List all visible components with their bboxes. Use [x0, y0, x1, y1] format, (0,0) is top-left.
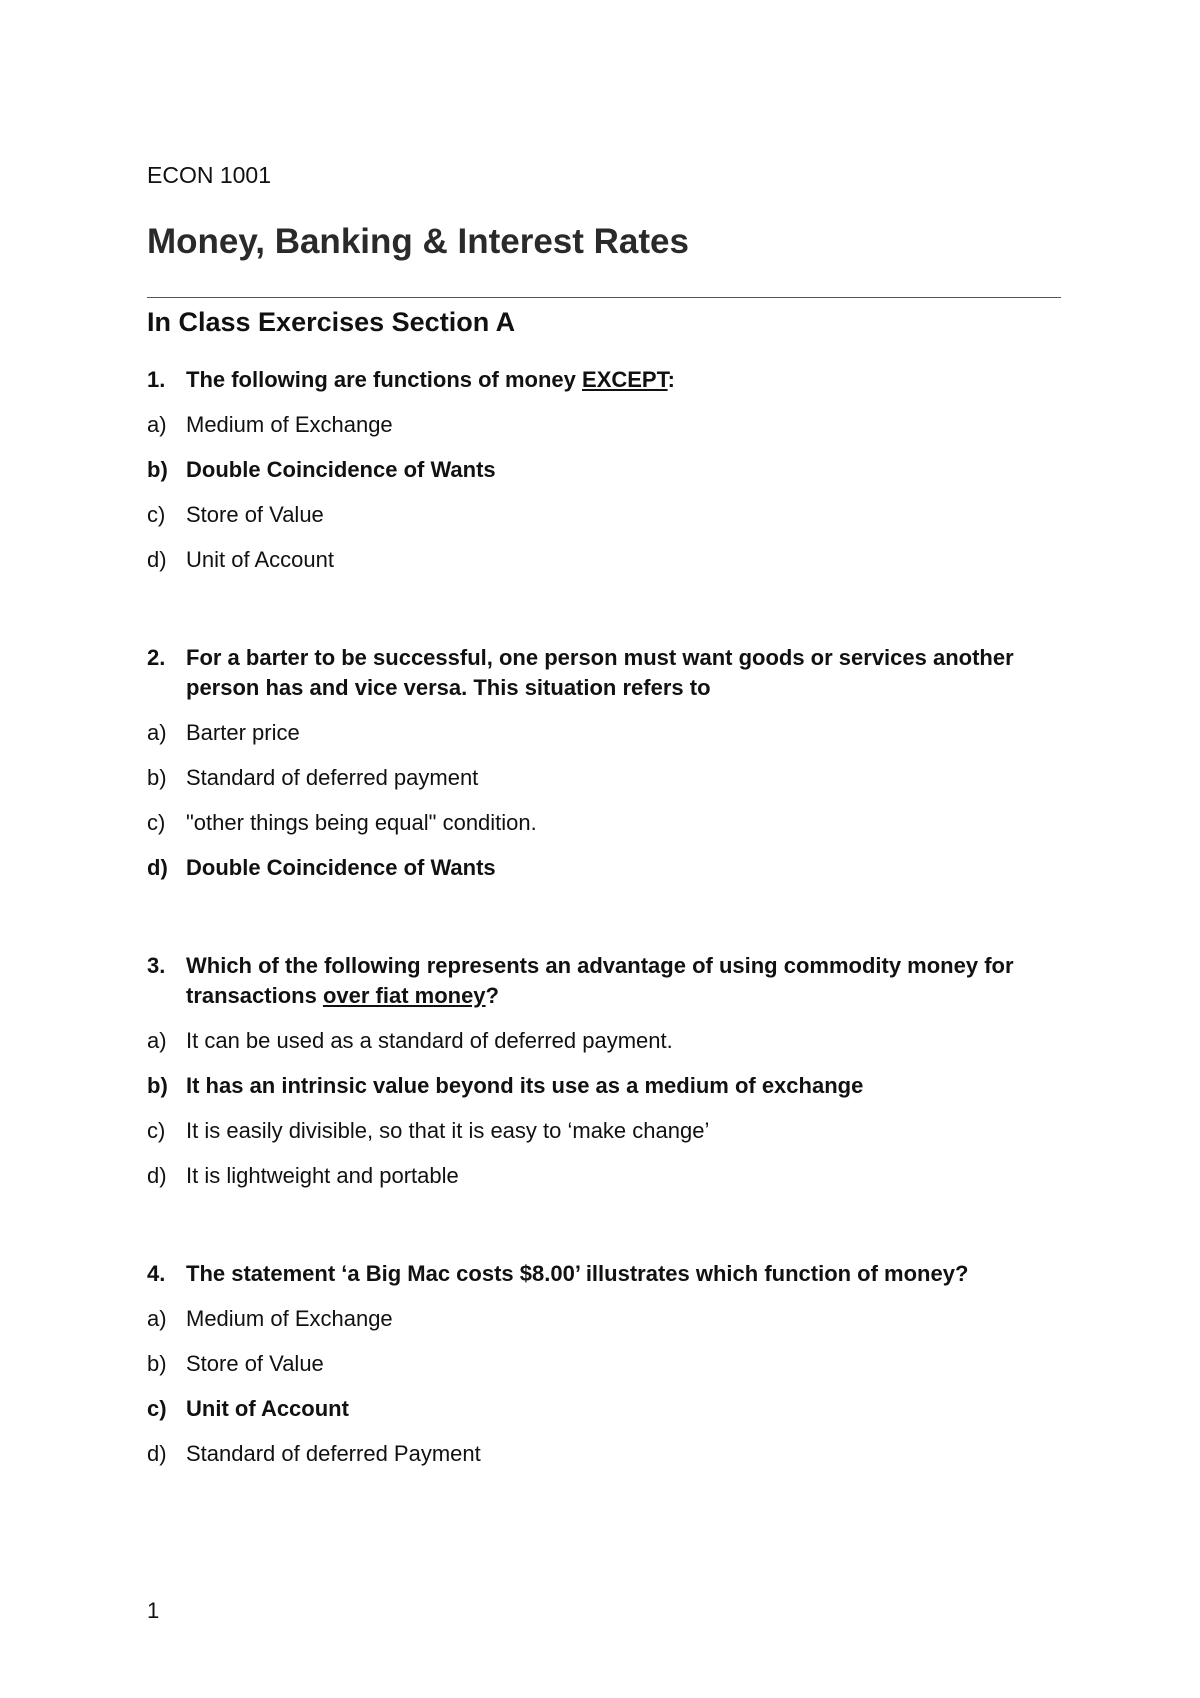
option-letter: d) — [147, 1441, 167, 1466]
option-text: Standard of deferred Payment — [186, 1441, 481, 1466]
question-text — [186, 365, 1061, 395]
option-letter: a) — [147, 1306, 167, 1331]
question-stem — [147, 1259, 1061, 1289]
option — [147, 500, 1061, 530]
option — [147, 1026, 1061, 1056]
option-letter: a) — [147, 1028, 167, 1053]
option-list — [147, 1304, 1061, 1469]
option-text: Double Coincidence of Wants — [186, 457, 496, 482]
option-text: Unit of Account — [186, 547, 334, 572]
question-text — [186, 643, 1061, 703]
question-2 — [147, 643, 1061, 883]
question-number: 4. — [147, 1261, 166, 1286]
question-number: 1. — [147, 367, 166, 392]
option-text: Store of Value — [186, 1351, 324, 1376]
option — [147, 1161, 1061, 1191]
stem-text: Which of the following represents an advantage of using commodity money for transactions — [186, 953, 1014, 1008]
option-list — [147, 718, 1061, 883]
option-letter: d) — [147, 855, 168, 880]
correct-option — [147, 853, 1061, 883]
option-letter: b) — [147, 765, 167, 790]
question-number: 3. — [147, 953, 166, 978]
stem-text: : — [667, 367, 675, 392]
option — [147, 410, 1061, 440]
option — [147, 545, 1061, 575]
stem-text: The following are functions of money — [186, 367, 583, 392]
option-text: Store of Value — [186, 502, 324, 527]
question-stem — [147, 643, 1061, 703]
question-text — [186, 951, 1061, 1011]
option-text: It can be used as a standard of deferred payment. — [186, 1028, 673, 1053]
correct-option — [147, 1394, 1061, 1424]
option-letter: b) — [147, 457, 168, 482]
option-text: "other things being equal" condition. — [186, 810, 537, 835]
underlined-text: over fiat money — [322, 983, 486, 1008]
option-letter: d) — [147, 1163, 167, 1188]
correct-option — [147, 1071, 1061, 1101]
option-text: Barter price — [186, 720, 300, 745]
option-letter: b) — [147, 1351, 167, 1376]
underlined-text: EXCEPT — [582, 367, 668, 392]
stem-text: For a barter to be successful, one person must want goods or services another person has and vice versa. This situation refers to — [186, 645, 1014, 700]
option-text: Double Coincidence of Wants — [186, 855, 496, 880]
option-letter: c) — [147, 1118, 166, 1143]
option-list — [147, 1026, 1061, 1191]
option — [147, 808, 1061, 838]
option-text: Medium of Exchange — [186, 412, 393, 437]
option-text: Unit of Account — [186, 1396, 349, 1421]
option-letter: a) — [147, 720, 167, 745]
option-letter: c) — [147, 810, 166, 835]
option-text: It has an intrinsic value beyond its use as a medium of exchange — [186, 1073, 864, 1098]
section-heading: In Class Exercises Section A — [147, 307, 516, 337]
option-list — [147, 410, 1061, 575]
question-4 — [147, 1259, 1061, 1469]
question-number: 2. — [147, 645, 166, 670]
correct-option — [147, 455, 1061, 485]
option-letter: c) — [147, 502, 166, 527]
option-text: It is lightweight and portable — [186, 1163, 459, 1188]
document-title: Money, Banking & Interest Rates — [147, 222, 689, 261]
option-letter: d) — [147, 547, 167, 572]
question-stem — [147, 365, 1061, 395]
option-text: It is easily divisible, so that it is easy to ‘make change’ — [186, 1118, 710, 1143]
option-text: Medium of Exchange — [186, 1306, 393, 1331]
question-1 — [147, 365, 1061, 575]
option — [147, 718, 1061, 748]
document-page — [147, 158, 1061, 1469]
question-text — [186, 1259, 1061, 1289]
option — [147, 1116, 1061, 1146]
course-code: ECON 1001 — [147, 162, 272, 188]
question-stem — [147, 951, 1061, 1011]
option — [147, 763, 1061, 793]
title-divider — [147, 297, 1061, 298]
option — [147, 1349, 1061, 1379]
option — [147, 1304, 1061, 1334]
option-letter: b) — [147, 1073, 168, 1098]
stem-text: ? — [485, 983, 499, 1008]
question-3 — [147, 951, 1061, 1191]
option-letter: c) — [147, 1396, 167, 1421]
option-letter: a) — [147, 412, 167, 437]
page-number: 1 — [147, 1598, 160, 1623]
question-list — [147, 365, 1061, 1469]
option — [147, 1439, 1061, 1469]
stem-text: The statement ‘a Big Mac costs $8.00’ illustrates which function of money? — [186, 1261, 969, 1286]
option-text: Standard of deferred payment — [186, 765, 479, 790]
